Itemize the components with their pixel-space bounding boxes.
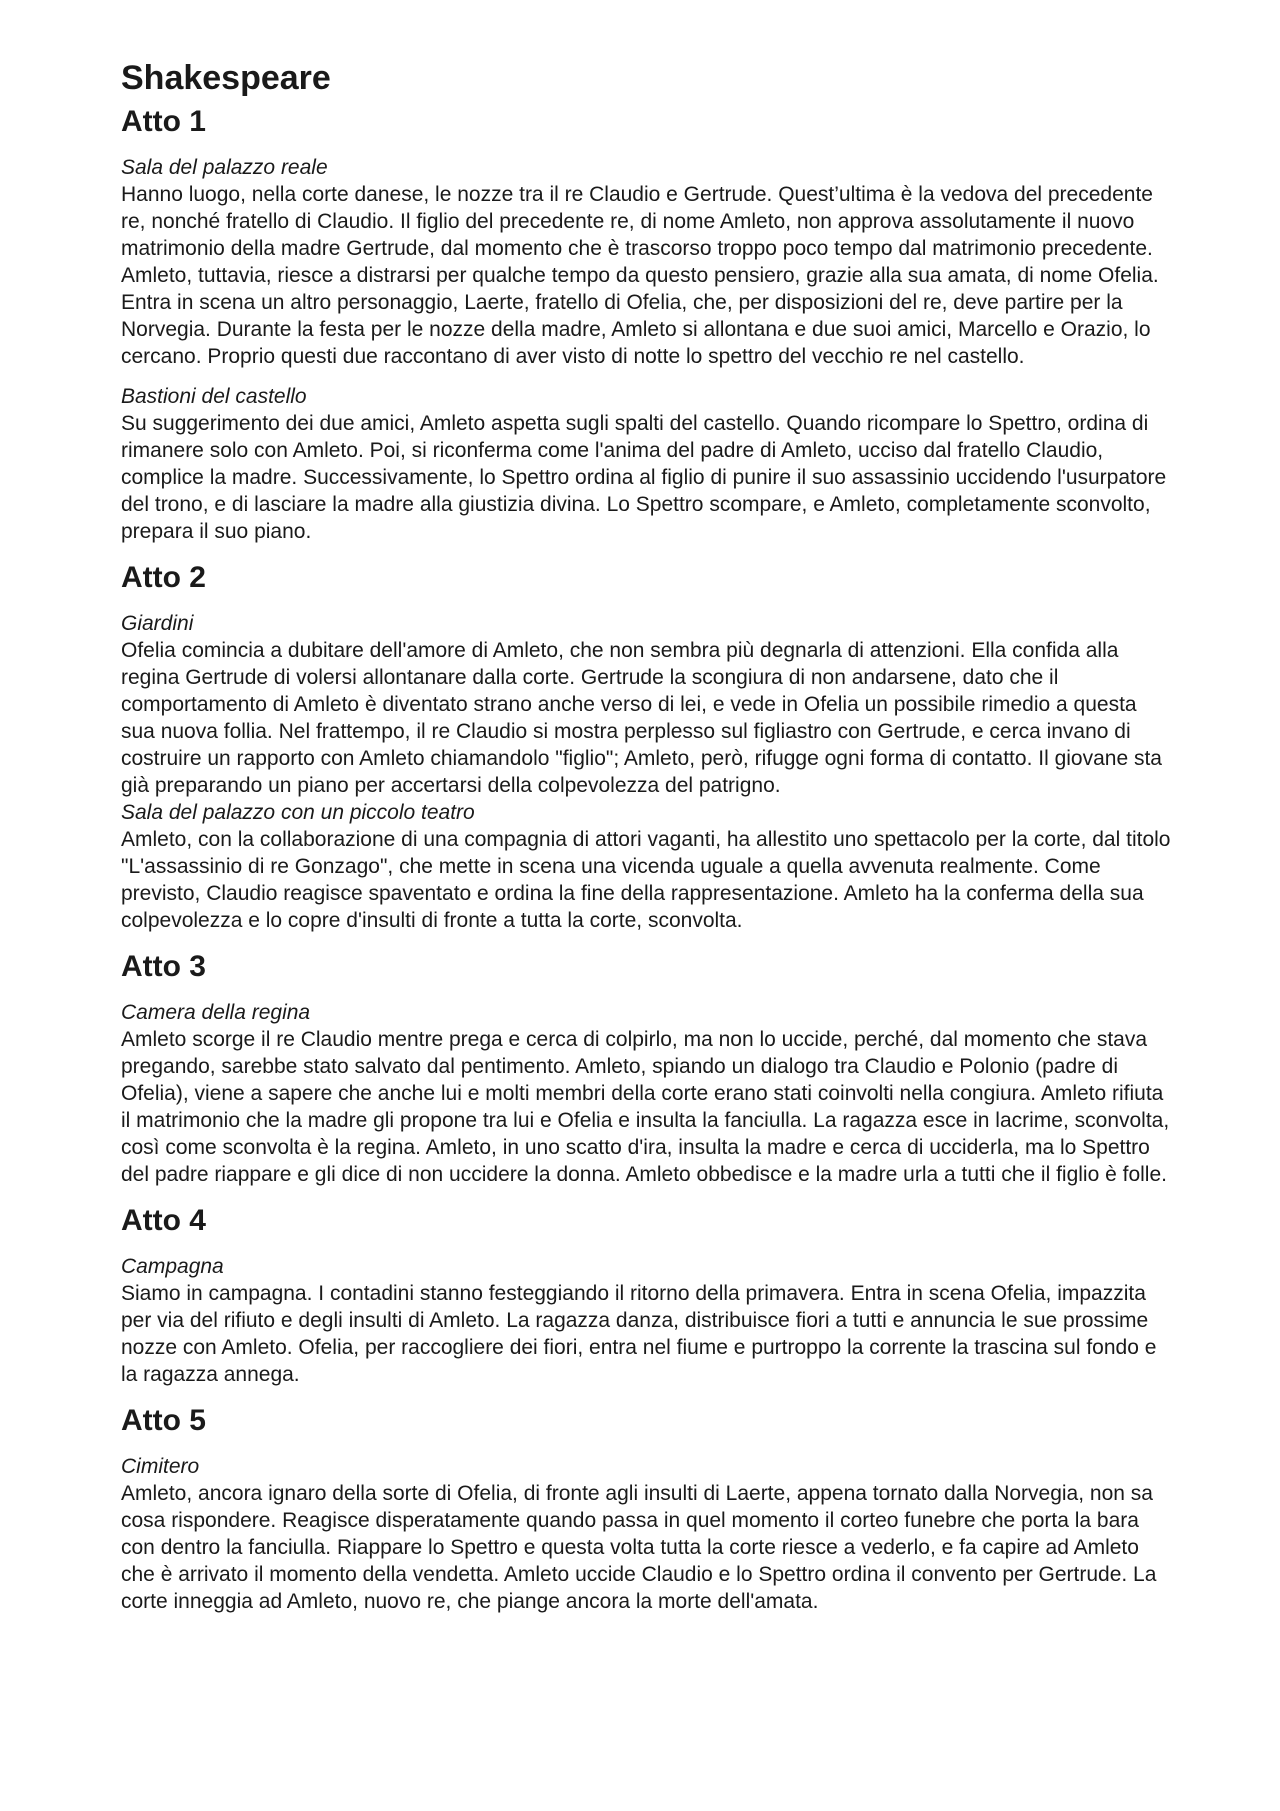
scene-text: Amleto, con la collaborazione di una compagnia di attori vaganti, ha allestito uno spettacolo per la corte, dal titolo "L'assassinio di re Gonzago", che mette in scena una vicenda uguale a quella avvenuta realmente. Come previsto, Claudio reagisce spaventato e ordina la fine della rappresentazione. Amleto ha la conferma della sua colpevolezza e lo copre d'insulti di fronte a tutta la corte, sconvolta. (121, 828, 1171, 932)
act-1 (121, 102, 1171, 545)
scene (121, 1453, 1171, 1615)
scene-text: Siamo in campagna. I contadini stanno festeggiando il ritorno della primavera. Entra in scena Ofelia, impazzita per via del rifiuto e degli insulti di Amleto. La ragazza danza, distribuisce fiori a tutti e annuncia le sue prossime nozze con Amleto. Ofelia, per raccogliere dei fiori, entra nel fiume e purtroppo la corrente la trascina sul fondo e la ragazza annega. (121, 1282, 1157, 1386)
scene-title: Campagna (121, 1255, 224, 1278)
act-4 (121, 1201, 1171, 1388)
scene (121, 610, 1171, 799)
scene (121, 1253, 1171, 1388)
act-5 (121, 1401, 1171, 1615)
scene-text: Su suggerimento dei due amici, Amleto aspetta sugli spalti del castello. Quando ricompare lo Spettro, ordina di rimanere solo con Amleto. Poi, si riconferma come l'anima del padre di Amleto, ucciso dal fratello Claudio, complice la madre. Successivamente, lo Spettro ordina al figlio di punire il suo assassinio uccidendo l'usurpatore del trono, e di lasciare la madre alla giustizia divina. Lo Spettro scompare, e Amleto, completamente sconvolto, prepara il suo piano. (121, 412, 1167, 543)
scene-title: Giardini (121, 612, 194, 635)
act-2 (121, 558, 1171, 934)
scene-title: Cimitero (121, 1455, 200, 1478)
document-title: Shakespeare (121, 59, 331, 97)
scene-text: Amleto, ancora ignaro della sorte di Ofelia, di fronte agli insulti di Laerte, appena tornato dalla Norvegia, non sa cosa rispondere. Reagisce disperatamente quando passa in quel momento il corteo funebre che porta la bara con dentro la fanciulla. Riappare lo Spettro e questa volta tutta la corte riesce a vederlo, e fa capire ad Amleto che è arrivato il momento della vendetta. Amleto uccide Claudio e lo Spettro ordina il convento per Gertrude. La corte inneggia ad Amleto, nuovo re, che piange ancora la morte dell'amata. (121, 1482, 1157, 1613)
act-3 (121, 947, 1171, 1188)
scene-title: Sala del palazzo reale (121, 156, 328, 179)
document-page (121, 56, 1171, 1628)
scene-text: Amleto scorge il re Claudio mentre prega e cerca di colpirlo, ma non lo uccide, perché, dal momento che stava pregando, sarebbe stato salvato dal pentimento. Amleto, spiando un dialogo tra Claudio e Polonio (padre di Ofelia), viene a sapere che anche lui e molti membri della corte erano stati coinvolti nella congiura. Amleto rifiuta il matrimonio che la madre gli propone tra lui e Ofelia e insulta la fanciulla. La ragazza esce in lacrime, sconvolta, così come sconvolta è la regina. Amleto, in uno scatto d'ira, insulta la madre e cerca di ucciderla, ma lo Spettro del padre riappare e gli dice di non uccidere la donna. Amleto obbedisce e la madre urla a tutti che il figlio è folle. (121, 1028, 1170, 1186)
act-title: Atto 1 (121, 105, 206, 138)
scene-title: Bastioni del castello (121, 385, 307, 408)
scene (121, 154, 1171, 370)
scene-title: Camera della regina (121, 1001, 311, 1024)
act-title: Atto 3 (121, 950, 206, 983)
scene-text: Ofelia comincia a dubitare dell'amore di Amleto, che non sembra più degnarla di attenzioni. Ella confida alla regina Gertrude di volersi allontanare dalla corte. Gertrude la scongiura di non andarsene, dato che il comportamento di Amleto è diventato strano anche verso di lei, e vede in Ofelia un possibile rimedio a questa sua nuova follia. Nel frattempo, il re Claudio si mostra perplesso sul figliastro con Gertrude, e cerca invano di costruire un rapporto con Amleto chiamandolo "figlio"; Amleto, però, rifugge ogni forma di contatto. Il giovane sta già preparando un piano per accertarsi della colpevolezza del patrigno. (121, 639, 1162, 797)
scene (121, 999, 1171, 1188)
scene (121, 799, 1171, 934)
scene (121, 383, 1171, 545)
act-title: Atto 4 (121, 1204, 206, 1237)
act-title: Atto 2 (121, 561, 206, 594)
scene-title: Sala del palazzo con un piccolo teatro (121, 801, 475, 824)
act-title: Atto 5 (121, 1404, 206, 1437)
scene-text: Hanno luogo, nella corte danese, le nozze tra il re Claudio e Gertrude. Quest’ultima è la vedova del precedente re, nonché fratello di Claudio. Il figlio del precedente re, di nome Amleto, non approva assolutamente il nuovo matrimonio della madre Gertrude, dal momento che è trascorso troppo poco tempo dal matrimonio precedente. Amleto, tuttavia, riesce a distrarsi per qualche tempo da questo pensiero, grazie alla sua amata, di nome Ofelia. Entra in scena un altro personaggio, Laerte, fratello di Ofelia, che, per disposizioni del re, deve partire per la Norvegia. Durante la festa per le nozze della madre, Amleto si allontana e due suoi amici, Marcello e Orazio, lo cercano. Proprio questi due raccontano di aver visto di notte lo spettro del vecchio re nel castello. (121, 183, 1159, 368)
